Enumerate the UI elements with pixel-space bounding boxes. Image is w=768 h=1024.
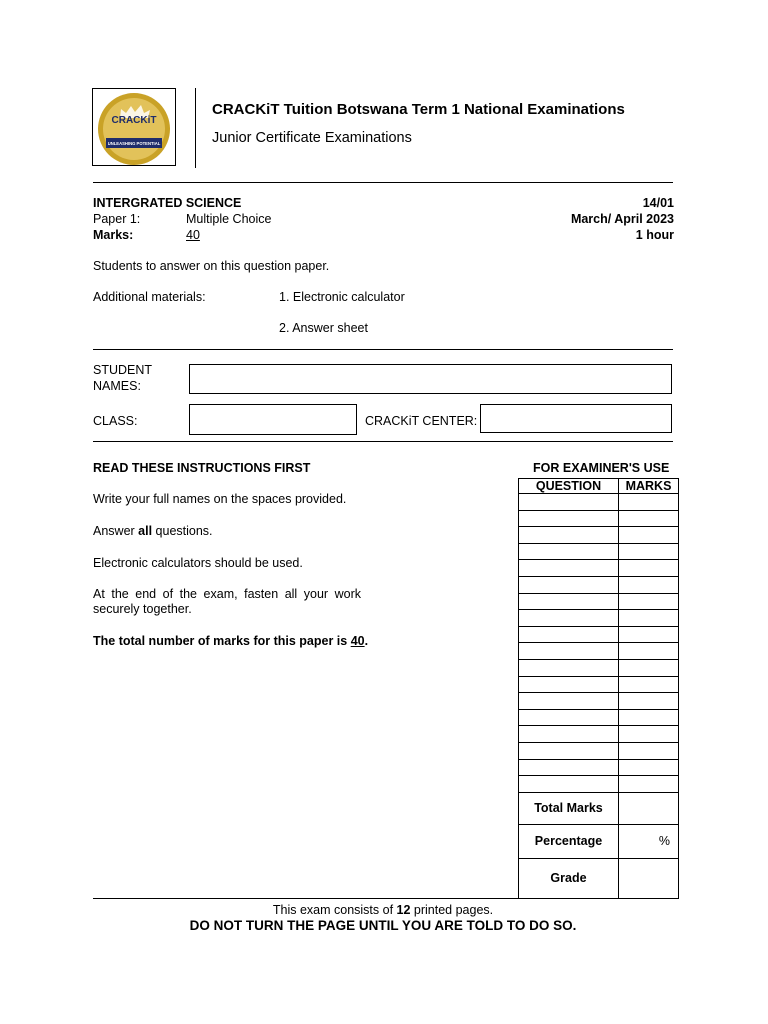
- total-marks-row: [519, 792, 679, 824]
- marks-cell[interactable]: [619, 510, 679, 527]
- marks-column-header: MARKS: [619, 479, 679, 494]
- table-row: [519, 494, 679, 511]
- marks-cell[interactable]: [619, 494, 679, 511]
- exam-subtitle: Junior Certificate Examinations: [212, 130, 412, 146]
- marks-cell[interactable]: [619, 543, 679, 560]
- question-cell[interactable]: [519, 726, 619, 743]
- exam-date: March/ April 2023: [570, 212, 674, 226]
- table-row: [519, 709, 679, 726]
- material-item: 2. Answer sheet: [279, 321, 368, 335]
- student-names-label: NAMES:: [93, 379, 141, 393]
- crackit-logo: [93, 89, 175, 165]
- marks-cell[interactable]: [619, 676, 679, 693]
- divider-line: [93, 349, 673, 350]
- question-cell[interactable]: [519, 676, 619, 693]
- marks-value: 40: [186, 228, 200, 242]
- table-row: [519, 742, 679, 759]
- examiner-table: [518, 478, 679, 899]
- percentage-label: Percentage: [519, 824, 619, 858]
- percentage-symbol: %: [658, 834, 670, 849]
- instruction-item: The total number of marks for this paper is 40.: [93, 634, 369, 648]
- marks-cell[interactable]: [619, 643, 679, 660]
- materials-label: Additional materials:: [93, 290, 206, 304]
- table-row: [519, 776, 679, 793]
- footer-warning: DO NOT TURN THE PAGE UNTIL YOU ARE TOLD TO DO SO.: [189, 918, 577, 933]
- table-row: [519, 726, 679, 743]
- paper-code: 14/01: [642, 196, 674, 210]
- table-row: [519, 510, 679, 527]
- exam-duration: 1 hour: [635, 228, 674, 242]
- question-cell[interactable]: [519, 543, 619, 560]
- marks-cell[interactable]: [619, 593, 679, 610]
- percentage-row: [519, 824, 679, 858]
- paper-type: Multiple Choice: [186, 212, 272, 226]
- divider-line: [93, 182, 673, 183]
- student-names-field[interactable]: [189, 364, 672, 394]
- table-row: [519, 576, 679, 593]
- material-item: 1. Electronic calculator: [279, 290, 405, 304]
- percentage-cell[interactable]: [619, 824, 679, 858]
- marks-cell[interactable]: [619, 759, 679, 776]
- question-cell[interactable]: [519, 576, 619, 593]
- marks-cell[interactable]: [619, 576, 679, 593]
- examiner-heading: FOR EXAMINER'S USE: [533, 461, 670, 475]
- marks-cell[interactable]: [619, 659, 679, 676]
- student-names-label: STUDENT: [93, 363, 153, 377]
- marks-cell[interactable]: [619, 709, 679, 726]
- table-row: [519, 610, 679, 627]
- exam-title: CRACKiT Tuition Botswana Term 1 National Examinations: [212, 101, 625, 118]
- question-cell[interactable]: [519, 742, 619, 759]
- question-cell[interactable]: [519, 560, 619, 577]
- instructions-heading: READ THESE INSTRUCTIONS FIRST: [93, 461, 311, 475]
- question-cell[interactable]: [519, 610, 619, 627]
- center-field[interactable]: [480, 404, 672, 433]
- instruction-item: Electronic calculators should be used.: [93, 556, 303, 570]
- table-row: [519, 593, 679, 610]
- marks-cell[interactable]: [619, 693, 679, 710]
- subject-name: INTERGRATED SCIENCE: [93, 196, 242, 210]
- grade-row: [519, 858, 679, 898]
- table-row: [519, 643, 679, 660]
- question-cell[interactable]: [519, 643, 619, 660]
- question-cell[interactable]: [519, 709, 619, 726]
- answer-note: Students to answer on this question paper.: [93, 259, 330, 273]
- table-row: [519, 676, 679, 693]
- table-row: [519, 693, 679, 710]
- table-row: [519, 527, 679, 544]
- center-label: CRACKiT CENTER:: [365, 414, 478, 428]
- table-row: [519, 759, 679, 776]
- table-row: [519, 659, 679, 676]
- marks-cell[interactable]: [619, 610, 679, 627]
- table-row: [519, 560, 679, 577]
- class-field[interactable]: [189, 404, 357, 435]
- paper-label: Paper 1:: [93, 212, 141, 226]
- page-count-note: This exam consists of 12 printed pages.: [272, 903, 494, 917]
- question-cell[interactable]: [519, 693, 619, 710]
- question-cell[interactable]: [519, 593, 619, 610]
- divider-line: [93, 898, 673, 899]
- logo-frame: [92, 88, 176, 166]
- instruction-item: Answer all questions.: [93, 524, 213, 538]
- marks-cell[interactable]: [619, 527, 679, 544]
- grade-label: Grade: [519, 858, 619, 898]
- question-cell[interactable]: [519, 510, 619, 527]
- logo-tagline: UNLEASHING POTENTIAL: [107, 141, 161, 146]
- instruction-item: Write your full names on the spaces provided.: [93, 492, 347, 506]
- marks-cell[interactable]: [619, 776, 679, 793]
- total-marks-cell[interactable]: [619, 792, 679, 824]
- table-row: [519, 626, 679, 643]
- total-marks-label: Total Marks: [519, 792, 619, 824]
- grade-cell[interactable]: [619, 858, 679, 898]
- logo-text: CRACKiT: [111, 115, 157, 126]
- question-cell[interactable]: [519, 659, 619, 676]
- divider-line: [93, 441, 673, 442]
- question-cell[interactable]: [519, 494, 619, 511]
- marks-cell[interactable]: [619, 560, 679, 577]
- table-row: [519, 543, 679, 560]
- marks-cell[interactable]: [619, 742, 679, 759]
- class-label: CLASS:: [93, 414, 138, 428]
- marks-cell[interactable]: [619, 626, 679, 643]
- marks-cell[interactable]: [619, 726, 679, 743]
- instruction-item: At the end of the exam, fasten all your work securely together.: [93, 587, 361, 616]
- question-cell[interactable]: [519, 527, 619, 544]
- question-cell[interactable]: [519, 626, 619, 643]
- question-column-header: QUESTION: [519, 479, 619, 494]
- question-cell[interactable]: [519, 776, 619, 793]
- header-divider: [195, 88, 196, 168]
- question-cell[interactable]: [519, 759, 619, 776]
- marks-label: Marks:: [93, 228, 134, 242]
